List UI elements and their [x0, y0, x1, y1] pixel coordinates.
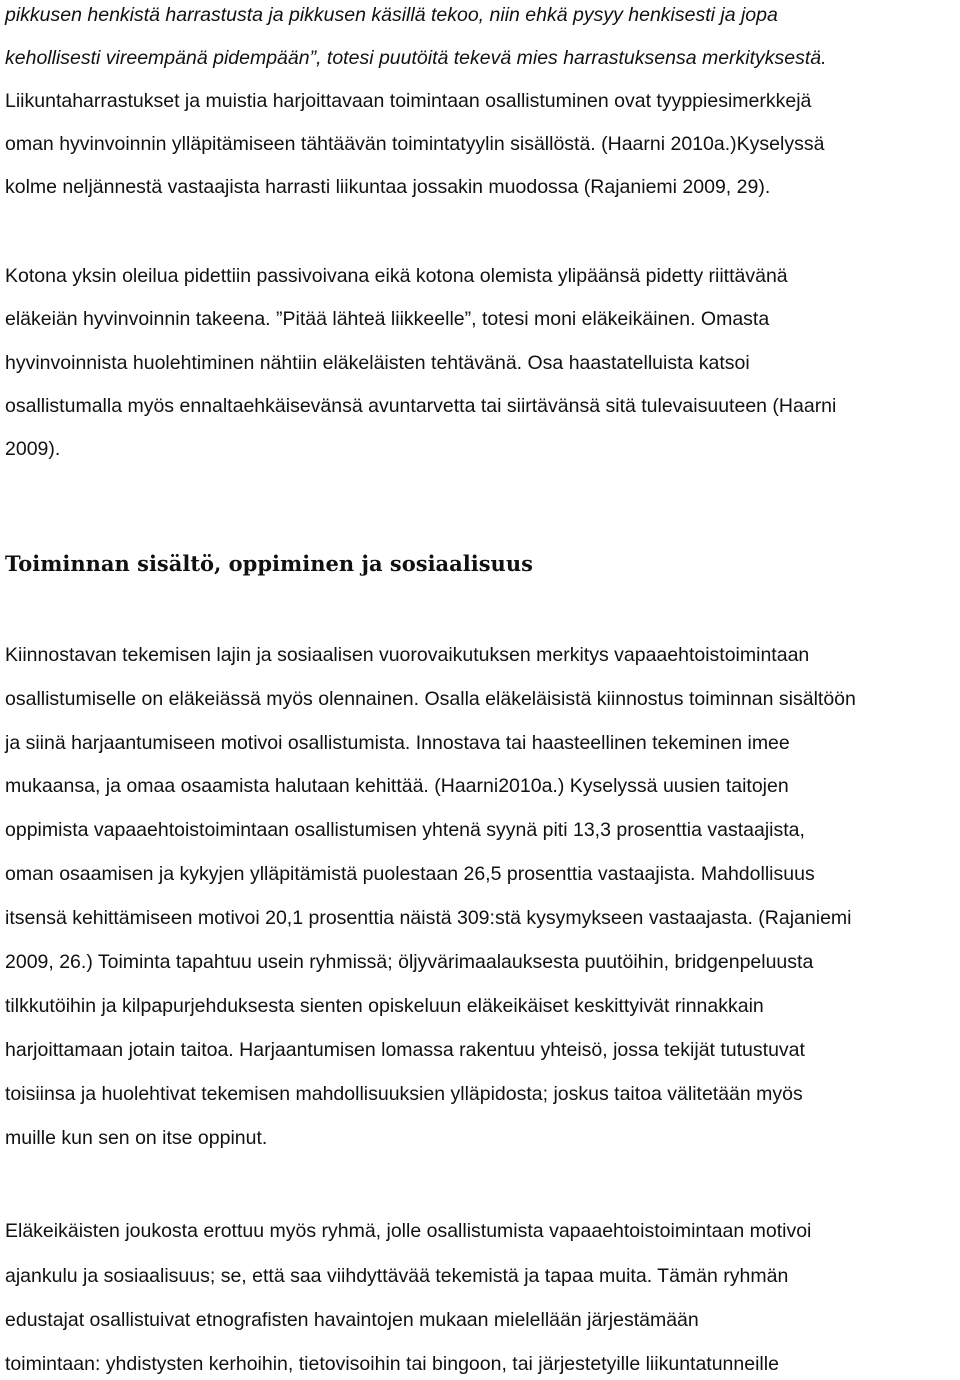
- paragraph-1-line-2: kehollisesti vireempänä pidempään”, totesi puutöitä tekevä mies harrastuksensa merkityksestä.: [5, 47, 827, 69]
- paragraph-2-line-2: eläkeiän hyvinvoinnin takeena. ”Pitää lähteä liikkeelle”, totesi moni eläkeikäinen. Omasta: [5, 308, 770, 330]
- paragraph-1-line-1: pikkusen henkistä harrastusta ja pikkusen käsillä tekoo, niin ehkä pysyy henkisesti ja jopa: [5, 4, 778, 26]
- paragraph-3-line-12: muille kun sen on itse oppinut.: [5, 1127, 268, 1149]
- paragraph-3-line-9: tilkkutöihin ja kilpapurjehduksesta sienten opiskeluun eläkeikäiset keskittyivät rinnakkain: [5, 995, 764, 1017]
- paragraph-4-line-3: edustajat osallistuivat etnografisten havaintojen mukaan mielellään järjestämään: [5, 1309, 699, 1331]
- paragraph-4-line-1: Eläkeikäisten joukosta erottuu myös ryhmä, jolle osallistumista vapaaehtoistoimintaan motivoi: [5, 1220, 812, 1242]
- paragraph-4-line-4: toimintaan: yhdistysten kerhoihin, tietovisoihin tai bingoon, tai järjestetyille liikuntatunneille: [5, 1353, 779, 1375]
- paragraph-3-line-11: toisiinsa ja huolehtivat tekemisen mahdollisuuksien ylläpidosta; joskus taitoa välitetään myös: [5, 1083, 803, 1105]
- paragraph-2-line-1: Kotona yksin oleilua pidettiin passivoivana eikä kotona olemista ylipäänsä pidetty riittävänä: [5, 265, 788, 287]
- paragraph-3-line-6: oman osaamisen ja kykyjen ylläpitämistä puolestaan 26,5 prosenttia vastaajista. Mahdollisuus: [5, 863, 815, 885]
- paragraph-3-line-7: itsensä kehittämiseen motivoi 20,1 prosenttia näistä 309:stä kysymykseen vastaajasta. (Rajaniemi: [5, 907, 852, 929]
- paragraph-2-line-4: osallistumalla myös ennaltaehkäisevänsä avuntarvetta tai siirtävänsä sitä tulevaisuuteen (Haarni: [5, 395, 837, 417]
- paragraph-4-line-2: ajankulu ja sosiaalisuus; se, että saa viihdyttävää tekemistä ja tapaa muita. Tämän ryhmän: [5, 1265, 789, 1287]
- paragraph-3-line-1: Kiinnostavan tekemisen lajin ja sosiaalisen vuorovaikutuksen merkitys vapaaehtoistoimintaan: [5, 644, 810, 666]
- paragraph-1-line-5: kolme neljännestä vastaajista harrasti liikuntaa jossakin muodossa (Rajaniemi 2009, 29).: [5, 176, 771, 198]
- paragraph-3-line-10: harjoittamaan jotain taitoa. Harjaantumisen lomassa rakentuu yhteisö, jossa tekijät tutustuvat: [5, 1039, 805, 1061]
- paragraph-1-line-4: oman hyvinvoinnin ylläpitämiseen tähtäävän toimintatyylin sisällöstä. (Haarni 2010a.)Kyselyssä: [5, 133, 825, 155]
- paragraph-3-line-4: mukaansa, ja omaa osaamista halutaan kehittää. (Haarni2010a.) Kyselyssä uusien taitojen: [5, 775, 789, 797]
- section-heading: Toiminnan sisältö, oppiminen ja sosiaalisuus: [5, 551, 533, 576]
- paragraph-3-line-8: 2009, 26.) Toiminta tapahtuu usein ryhmissä; öljyvärimaalauksesta puutöihin, bridgenpeluusta: [5, 951, 814, 973]
- paragraph-3-line-3: ja siinä harjaantumiseen motivoi osallistumista. Innostava tai haasteellinen tekeminen imee: [5, 732, 790, 754]
- paragraph-1-line-3: Liikuntaharrastukset ja muistia harjoittavaan toimintaan osallistuminen ovat tyyppiesimerkkejä: [5, 90, 812, 112]
- paragraph-2-line-3: hyvinvoinnista huolehtiminen nähtiin eläkeläisten tehtävänä. Osa haastatelluista katsoi: [5, 352, 750, 374]
- paragraph-3-line-5: oppimista vapaaehtoistoimintaan osallistumisen yhtenä syynä piti 13,3 prosenttia vastaajista,: [5, 819, 805, 841]
- paragraph-2-line-5: 2009).: [5, 438, 61, 460]
- paragraph-3-line-2: osallistumiselle on eläkeiässä myös olennainen. Osalla eläkeläisistä kiinnostus toiminnan sisältöön: [5, 688, 856, 710]
